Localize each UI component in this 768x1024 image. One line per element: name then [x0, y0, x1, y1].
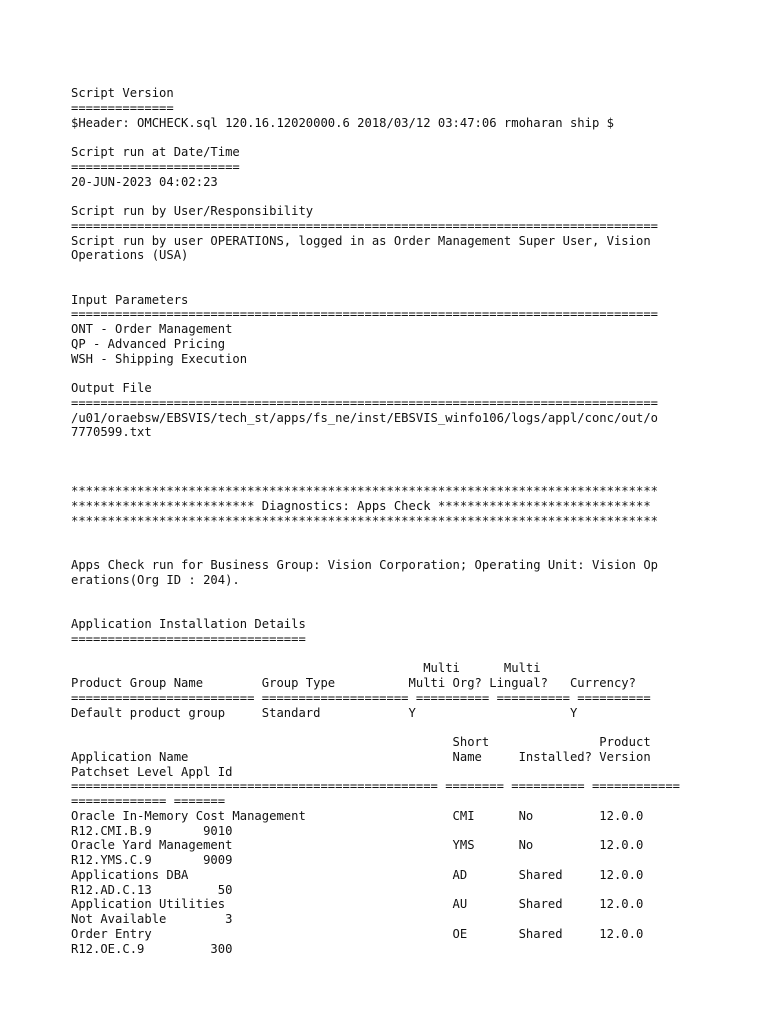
input-params-underline: ================================================================================ [71, 307, 658, 322]
input-param-item: WSH - Shipping Execution [71, 351, 248, 366]
spacer [71, 470, 768, 485]
spacer [71, 720, 768, 735]
input-param-item: ONT - Order Management [71, 322, 233, 336]
application-table-header: Patchset Level Appl Id [71, 764, 233, 779]
install-details-heading: Application Installation Details [71, 617, 306, 631]
run-user-line: Script run by user OPERATIONS, logged in as Order Management Super User, Vision [71, 233, 651, 248]
spacer [71, 543, 768, 558]
input-params-heading: Input Parameters [71, 292, 189, 307]
product-group-table-separator: ========================= ==================== ========== ========== ========== [71, 690, 651, 705]
output-file-heading: Output File [71, 381, 152, 395]
run-user-underline: ================================================================================ [71, 218, 658, 233]
script-version-heading: Script Version [71, 86, 174, 100]
output-file-path: 7770599.txt [71, 425, 152, 440]
application-table-header: Application Name Name Installed? Version [71, 749, 651, 764]
input-param-item: QP - Advanced Pricing [71, 336, 226, 351]
run-date-heading: Script run at Date/Time [71, 145, 240, 159]
spacer [71, 366, 768, 381]
table-row: Oracle In-Memory Cost Management CMI No 12.0.0 [71, 808, 644, 823]
table-row: R12.OE.C.9 300 [71, 941, 233, 956]
output-file-underline: ================================================================================ [71, 395, 658, 410]
banner-bottom: ******************************************************************************** [71, 513, 658, 528]
spacer [71, 529, 768, 544]
table-row: Applications DBA AD Shared 12.0.0 [71, 867, 644, 882]
table-row: Not Available 3 [71, 912, 233, 926]
install-details-underline: ================================ [71, 631, 306, 646]
spacer [71, 455, 768, 470]
spacer [71, 278, 768, 293]
table-row: Application Utilities AU Shared 12.0.0 [71, 897, 644, 912]
table-row: Order Entry OE Shared 12.0.0 [71, 926, 644, 941]
spacer [71, 647, 768, 662]
apps-check-text: erations(Org ID : 204). [71, 572, 240, 587]
application-table-separator: ============= ======= [71, 794, 226, 808]
table-row: R12.AD.C.13 50 [71, 882, 233, 897]
spacer [71, 189, 768, 204]
banner-title: ************************* Diagnostics: Apps Check ***************************** [71, 499, 651, 513]
product-group-table-header: Product Group Name Group Type Multi Org? Lingual? Currency? [71, 676, 636, 690]
banner-top: ******************************************************************************** [71, 484, 658, 499]
apps-check-text: Apps Check run for Business Group: Vision Corporation; Operating Unit: Vision Op [71, 558, 658, 572]
table-row: R12.CMI.B.9 9010 [71, 823, 233, 838]
spacer [71, 263, 768, 278]
run-user-line: Operations (USA) [71, 248, 189, 263]
run-date-underline: ======================= [71, 159, 240, 174]
product-group-table-header: Multi Multi [71, 661, 541, 676]
table-row: Oracle Yard Management YMS No 12.0.0 [71, 838, 644, 853]
application-table-header: Short Product [71, 735, 651, 749]
output-file-path: /u01/oraebsw/EBSVIS/tech_st/apps/fs_ne/inst/EBSVIS_winfo106/logs/appl/conc/out/o [71, 410, 658, 425]
run-date-value: 20-JUN-2023 04:02:23 [71, 174, 218, 189]
spacer [71, 588, 768, 603]
spacer [71, 602, 768, 617]
application-table-separator: ================================================== ======== ========== ============ [71, 779, 681, 794]
header-line: $Header: OMCHECK.sql 120.16.12020000.6 2018/03/12 03:47:06 rmoharan ship $ [71, 115, 614, 130]
spacer [71, 130, 768, 145]
table-row: Default product group Standard Y Y [71, 705, 578, 720]
run-user-heading: Script run by User/Responsibility [71, 204, 314, 218]
script-version-underline: ============== [71, 100, 174, 115]
spacer [71, 440, 768, 455]
table-row: R12.YMS.C.9 9009 [71, 853, 233, 867]
